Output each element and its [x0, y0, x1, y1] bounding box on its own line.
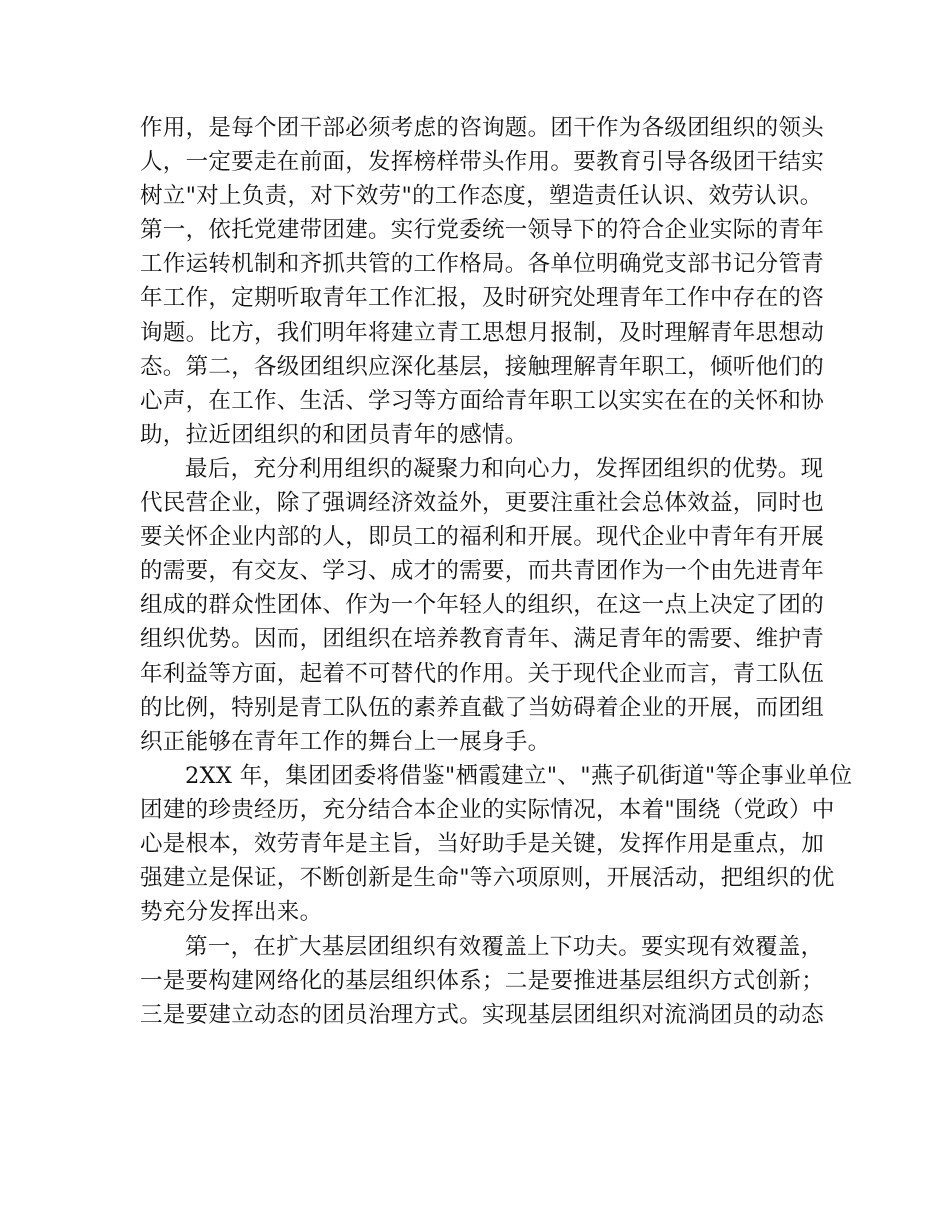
- paragraph-line: 助，拉近团组织的和团员青年的感情。: [140, 421, 528, 448]
- paragraph-line: 势充分发挥出来。: [140, 899, 323, 926]
- paragraph-line: 强建立是保证，不断创新是生命"等六项原则，开展活动，把组织的优: [140, 865, 835, 892]
- paragraph-line: 的需要，有交友、学习、成才的需要，而共青团作为一个由先进青年: [140, 558, 825, 585]
- paragraph-line: 一是要构建网络化的基层组织体系；二是要推进基层组织方式创新；: [140, 968, 825, 995]
- paragraph-4: [140, 930, 825, 1032]
- paragraph-line: 代民营企业，除了强调经济效益外，更要注重社会总体效益，同时也: [140, 490, 825, 517]
- paragraph-line: 心是根本，效劳青年是主旨，当好助手是关键，发挥作用是重点，加: [140, 831, 825, 858]
- paragraph-line: 2XX 年，集团团委将借鉴"栖霞建立"、"燕子矶街道"等企事业单位: [185, 763, 853, 789]
- paragraph-line: 心声，在工作、生活、学习等方面给青年职工以实实在在的关怀和协: [140, 387, 825, 414]
- paragraph-line: 第一，在扩大基层团组织有效覆盖上下功夫。要实现有效覆盖，: [185, 934, 824, 960]
- paragraph-3: [140, 759, 853, 929]
- paragraph-line: 组成的群众性团体、作为一个年轻人的组织，在这一点上决定了团的: [140, 592, 825, 619]
- paragraph-line: 最后，充分利用组织的凝聚力和向心力，发挥团组织的优势。现: [185, 456, 824, 482]
- paragraph-line: 态。第二，各级团组织应深化基层，接触理解青年职工，倾听他们的: [140, 353, 825, 380]
- paragraph-line: 作用，是每个团干部必须考虑的咨询题。团干作为各级团组织的领头: [140, 115, 825, 141]
- paragraph-line: 三是要建立动态的团员治理方式。实现基层团组织对流淌团员的动态: [140, 1002, 825, 1029]
- paragraph-line: 工作运转机制和齐抓共管的工作格局。各单位明确党支部书记分管青: [140, 251, 825, 278]
- paragraph-line: 组织优势。因而，团组织在培养教育青年、满足青年的需要、维护青: [140, 626, 825, 653]
- paragraph-line: 团建的珍贵经历，充分结合本企业的实际情况，本着"围绕（党政）中: [140, 797, 835, 824]
- paragraph-line: 年利益等方面，起着不可替代的作用。关于现代企业而言，青工队伍: [140, 660, 825, 687]
- paragraph-line: 询题。比方，我们明年将建立青工思想月报制，及时理解青年思想动: [140, 319, 825, 346]
- paragraph-2: [140, 452, 825, 759]
- paragraph-line: 第一，依托党建带团建。实行党委统一领导下的符合企业实际的青年: [140, 217, 825, 244]
- paragraph-line: 年工作，定期听取青年工作汇报，及时研究处理青年工作中存在的咨: [140, 285, 825, 312]
- paragraph-line: 织正能够在青年工作的舞台上一展身手。: [140, 728, 551, 755]
- paragraph-line: 人，一定要走在前面，发挥榜样带头作用。要教育引导各级团干结实: [140, 149, 825, 176]
- paragraph-line: 的比例，特别是青工队伍的素养直截了当妨碍着企业的开展，而团组: [140, 694, 825, 721]
- paragraph-1: [140, 111, 825, 452]
- paragraph-line: 要关怀企业内部的人，即员工的福利和开展。现代企业中青年有开展: [140, 524, 825, 551]
- paragraph-line: 树立"对上负责，对下效劳"的工作态度，塑造责任认识、效劳认识。: [140, 183, 823, 210]
